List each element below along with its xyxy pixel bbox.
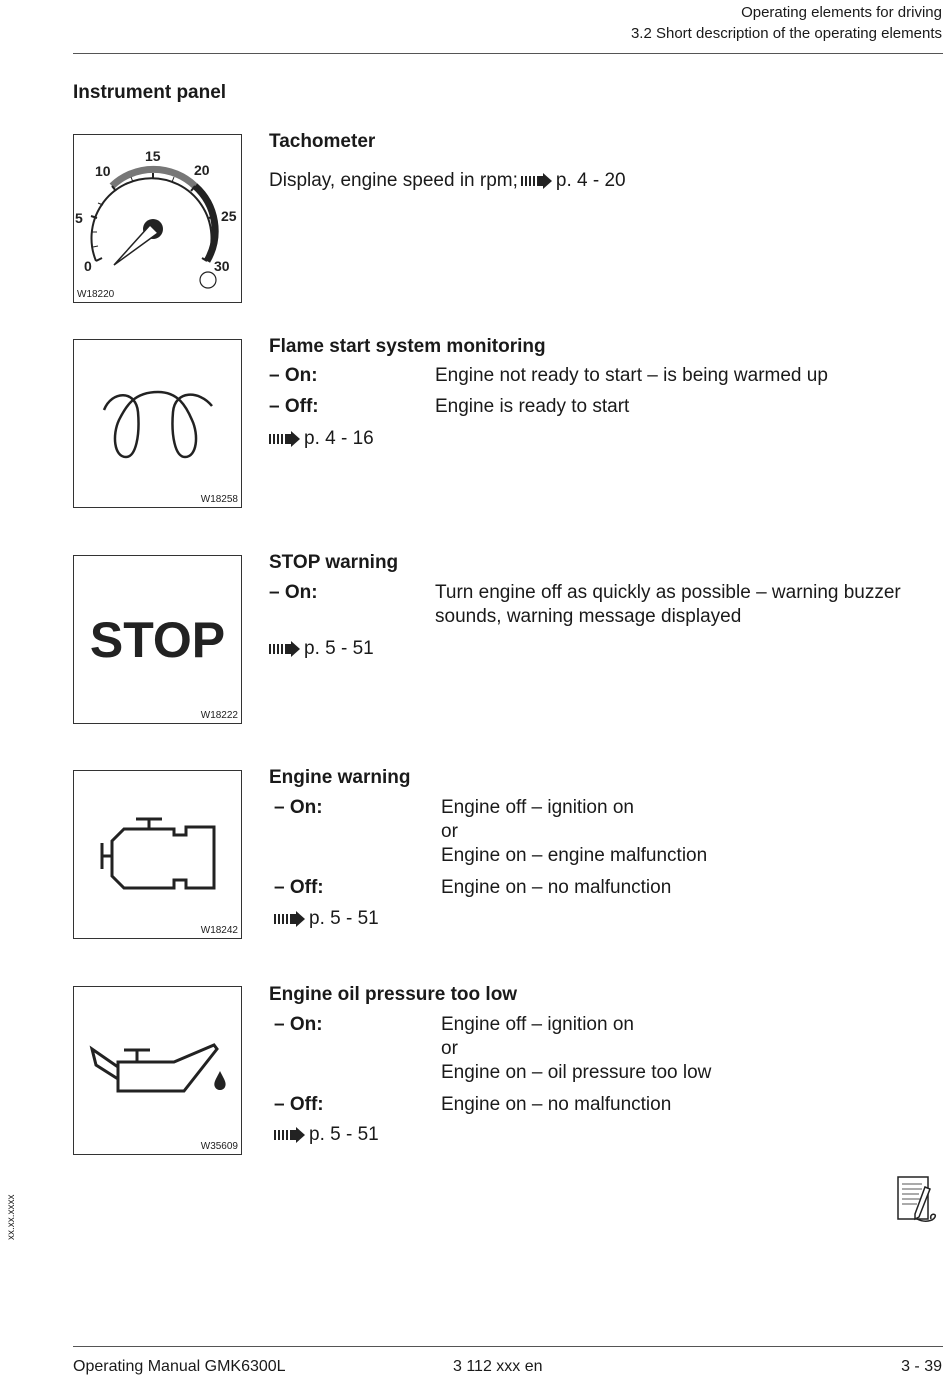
ref-arrow-icon [269,641,301,657]
state-on-label: – On: [269,582,318,603]
ref-arrow-icon [274,911,306,927]
engine-icon [74,771,241,938]
item-title: Engine warning [269,767,411,788]
state-on-label: – On: [274,797,323,818]
dial-label-25: 25 [221,208,237,224]
glow-plug-icon [74,340,241,507]
state-on-text-3: Engine on – oil pressure too low [441,1062,712,1083]
footer-manual: Operating Manual GMK6300L [73,1358,286,1375]
state-on-text: Turn engine off as quickly as possible – warning buzzer sounds, warning message displayed [435,582,901,627]
dial-label-0: 0 [84,258,92,274]
figure-code: W18242 [200,925,238,936]
item-reference [274,1124,379,1146]
state-off-label: – Off: [274,1094,324,1115]
item-description [269,170,626,192]
figure-code: W18220 [77,289,115,300]
flame-start-figure [73,339,242,508]
state-on-text-1: Engine off – ignition on [441,1014,634,1035]
item-reference [269,638,374,660]
state-on-label: – On: [269,365,318,386]
state-on-label: – On: [274,1014,323,1035]
item-title: Engine oil pressure too low [269,984,518,1005]
page-reference[interactable]: p. 4 - 16 [304,428,374,449]
footer-doc-number: 3 112 xxx en [453,1358,543,1375]
figure-code: W18222 [200,710,238,721]
state-off-text: Engine on – no malfunction [441,877,672,898]
header-rule [73,53,943,54]
state-off-text: Engine on – no malfunction [441,1094,672,1115]
ref-arrow-icon [521,173,553,189]
item-reference [274,908,379,930]
state-off-text: Engine is ready to start [435,396,630,417]
page-reference[interactable]: p. 5 - 51 [304,638,374,659]
header-section: 3.2 Short description of the operating elements [630,25,942,42]
engine-warning-figure [73,770,242,939]
figure-code: W18258 [200,494,238,505]
oil-pressure-figure [73,986,242,1155]
ref-arrow-icon [269,431,301,447]
item-title: STOP warning [269,552,399,573]
notes-icon [895,1175,941,1225]
tachometer-figure [73,134,242,303]
page-reference[interactable]: p. 4 - 20 [555,170,626,191]
stop-figure [73,555,242,724]
description-text: Display, engine speed in rpm; [269,170,518,191]
item-title: Flame start system monitoring [269,336,546,357]
state-on-text: Engine not ready to start – is being warmed up [435,365,828,386]
dial-label-15: 15 [145,148,161,164]
state-on-text-2: or [441,1038,458,1059]
item-title: Tachometer [269,131,376,152]
tachometer-icon [74,135,241,302]
dial-label-20: 20 [194,162,210,178]
page-reference[interactable]: p. 5 - 51 [309,1124,379,1145]
dial-label-10: 10 [95,163,111,179]
section-title: Instrument panel [73,82,227,103]
state-on-text-1: Engine off – ignition on [441,797,634,818]
footer-rule [73,1346,943,1347]
side-code: xx.xx.xxxx [6,1194,17,1240]
figure-code: W35609 [200,1141,238,1152]
dial-label-5: 5 [75,210,83,226]
ref-arrow-icon [274,1127,306,1143]
page-reference[interactable]: p. 5 - 51 [309,908,379,929]
oil-can-icon [74,987,241,1154]
state-off-label: – Off: [269,396,319,417]
state-off-label: – Off: [274,877,324,898]
item-reference [269,428,374,450]
dial-label-30: 30 [214,258,230,274]
state-on-text-3: Engine on – engine malfunction [441,845,708,866]
footer-page-number: 3 - 39 [901,1358,942,1375]
header-chapter: Operating elements for driving [741,4,942,21]
stop-icon: STOP [89,612,226,668]
state-on-text-2: or [441,821,458,842]
